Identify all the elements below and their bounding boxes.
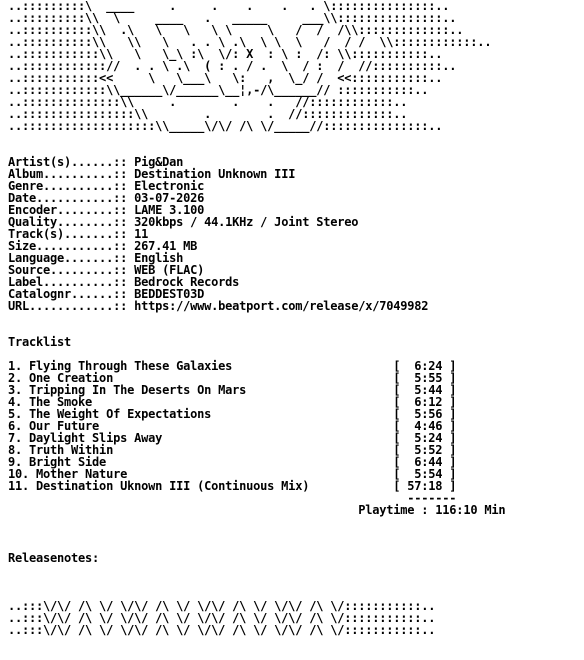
meta-value: English bbox=[134, 251, 184, 265]
meta-key: Catalognr......:: bbox=[8, 287, 135, 301]
meta-key: Language.......:: bbox=[8, 251, 135, 265]
meta-key: Genre..........:: bbox=[8, 179, 135, 193]
meta-value: 267.41 MB bbox=[134, 239, 198, 253]
meta-value: BEDDEST03D bbox=[134, 287, 205, 301]
banner-line: ..:::::::::::\\ \ \_\ :\ \/: X : \ : /: \\:::::::::::.. bbox=[8, 47, 443, 61]
track-title: 7. Daylight Slips Away bbox=[8, 431, 394, 445]
track-time: [ 6:12 ] bbox=[393, 395, 457, 409]
meta-value: LAME 3.100 bbox=[134, 203, 205, 217]
ascii-banner bbox=[8, 0, 505, 132]
meta-value: Pig&Dan bbox=[134, 155, 184, 169]
tracklist-heading: Tracklist bbox=[8, 335, 72, 349]
meta-key: Label..........:: bbox=[8, 275, 135, 289]
track-time: [ 57:18 ] bbox=[393, 479, 457, 493]
footer-line: ..:::\/\/ /\ \/ \/\/ /\ \/ \/\/ /\ \/ \/\/ /\ \/:::::::::::.. bbox=[8, 599, 436, 613]
footer-line: ..:::\/\/ /\ \/ \/\/ /\ \/ \/\/ /\ \/ \/\/ /\ \/:::::::::::.. bbox=[8, 611, 436, 625]
footer-line: ..:::\/\/ /\ \/ \/\/ /\ \/ \/\/ /\ \/ \/\/ /\ \/:::::::::::.. bbox=[8, 623, 436, 637]
playtime-rule: ------- bbox=[8, 491, 457, 505]
track-time: [ 5:56 ] bbox=[393, 407, 457, 421]
spacer bbox=[8, 564, 505, 600]
track-time: [ 6:24 ] bbox=[393, 359, 457, 373]
banner-line: ..::::::::::::// . . \ .\ ( : . / . \ / : / //::::::::::.. bbox=[8, 59, 457, 73]
banner-line: ..:::::::::\ ____ . . . . . \:::::::::::::::.. bbox=[8, 0, 450, 13]
track-title: 4. The Smoke bbox=[8, 395, 394, 409]
banner-line: ..::::::::::::::::\\ . . //:::::::::::::.. bbox=[8, 107, 408, 121]
track-title: 9. Bright Side bbox=[8, 455, 394, 469]
banner-line: ..::::::::::::::\\ . . . //::::::::::::.. bbox=[8, 95, 408, 109]
track-title: 8. Truth Within bbox=[8, 443, 394, 457]
meta-key: Encoder........:: bbox=[8, 203, 135, 217]
track-time: [ 4:46 ] bbox=[393, 419, 457, 433]
track-time: [ 5:24 ] bbox=[393, 431, 457, 445]
meta-key: Artist(s)......:: bbox=[8, 155, 135, 169]
meta-key: Quality........:: bbox=[8, 215, 135, 229]
banner-line: ..::::::::::\\ .\ \ \ \ \ \ / / /\\:::::::::::::.. bbox=[8, 23, 464, 37]
track-title: 3. Tripping In The Deserts On Mars bbox=[8, 383, 394, 397]
track-title: 2. One Creation bbox=[8, 371, 394, 385]
playtime-line bbox=[8, 504, 505, 516]
banner-line: ..:::::::::::::::::::\\_____\/\/ /\ \/_____//:::::::::::::::.. bbox=[8, 119, 443, 133]
banner-line: ..:::::::::\\ \ ____ . _____ ___\\:::::::::::::::.. bbox=[8, 11, 457, 25]
meta-value: 320kbps / 44.1KHz / Joint Stereo bbox=[134, 215, 359, 229]
meta-key: Source.........:: bbox=[8, 263, 135, 277]
meta-key: Track(s).......:: bbox=[8, 227, 135, 241]
meta-key: Date...........:: bbox=[8, 191, 135, 205]
release-info bbox=[8, 156, 505, 312]
meta-key: URL............:: bbox=[8, 299, 135, 313]
meta-key: Album..........:: bbox=[8, 167, 135, 181]
meta-line bbox=[8, 300, 505, 312]
playtime-label: Playtime : bbox=[8, 503, 436, 517]
track-title: 11. Destination Uknown III (Continuous Mix) bbox=[8, 479, 394, 493]
spacer bbox=[8, 132, 505, 156]
playtime-value: 116:10 Min bbox=[435, 503, 506, 517]
banner-line: ..:::::::::::<< \ \___\ \: , \_/ / <<:::::::::::.. bbox=[8, 71, 443, 85]
meta-value: WEB (FLAC) bbox=[134, 263, 205, 277]
track-time: [ 6:44 ] bbox=[393, 455, 457, 469]
meta-value: Destination Unknown III bbox=[134, 167, 296, 181]
ascii-footer-art bbox=[8, 600, 505, 636]
track-time: [ 5:44 ] bbox=[393, 383, 457, 397]
track-title: 6. Our Future bbox=[8, 419, 394, 433]
track-title: 5. The Weight Of Expectations bbox=[8, 407, 394, 421]
track-title: 10. Mother Nature bbox=[8, 467, 394, 481]
meta-value: Electronic bbox=[134, 179, 205, 193]
track-time: [ 5:55 ] bbox=[393, 371, 457, 385]
meta-value: https://www.beatport.com/release/x/7049982 bbox=[134, 299, 429, 313]
spacer bbox=[8, 516, 505, 552]
spacer bbox=[8, 312, 505, 336]
track-time: [ 5:54 ] bbox=[393, 467, 457, 481]
releasenotes-heading: Releasenotes: bbox=[8, 551, 100, 565]
banner-line: ..::::::::::::\\______\/______\__¦,-/\______// :::::::::::.. bbox=[8, 83, 429, 97]
meta-key: Size...........:: bbox=[8, 239, 135, 253]
tracklist bbox=[8, 360, 505, 492]
meta-value: 11 bbox=[134, 227, 149, 241]
nfo-document bbox=[8, 0, 505, 636]
banner-line: ..::::::::::\\ \\ \ . . \ .\ \ \ \ / / / \\::::::::::::.. bbox=[8, 35, 492, 49]
track-time: [ 5:52 ] bbox=[393, 443, 457, 457]
meta-value: Bedrock Records bbox=[134, 275, 240, 289]
track-title: 1. Flying Through These Galaxies bbox=[8, 359, 394, 373]
meta-value: 03-07-2026 bbox=[134, 191, 205, 205]
